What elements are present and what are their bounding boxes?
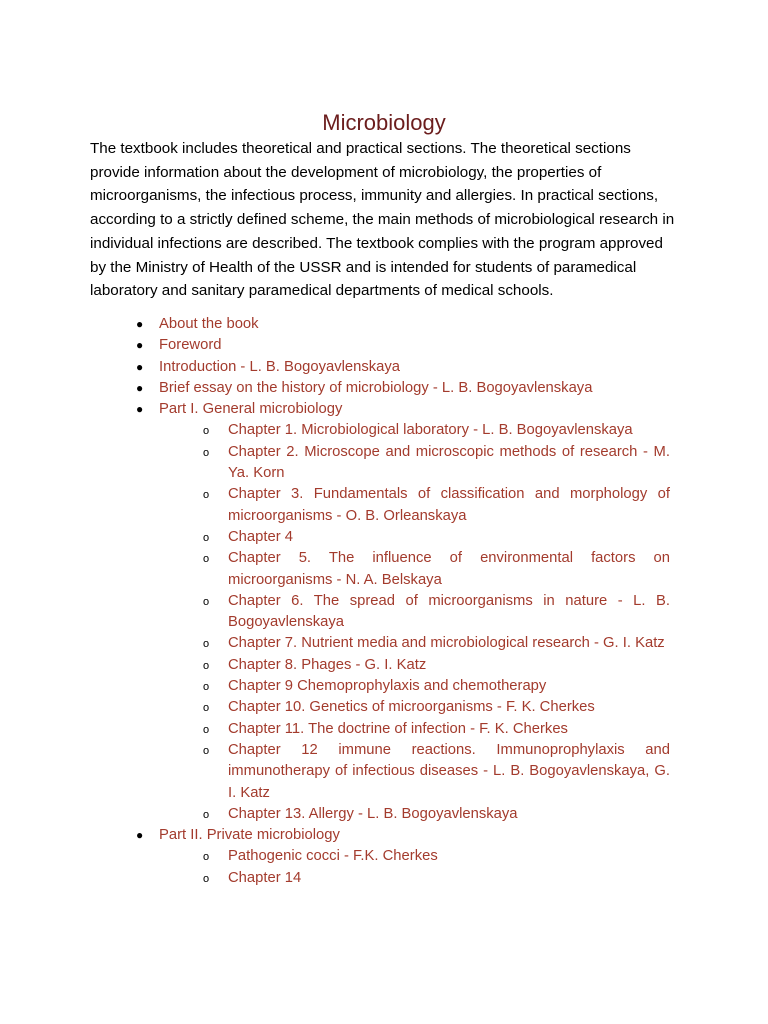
hollow-bullet-icon: o: [203, 595, 210, 608]
toc-chapter-link[interactable]: Chapter 7. Nutrient media and microbiological research - G. I. Katz: [228, 635, 665, 652]
toc-chapter-link[interactable]: Chapter 10. Genetics of microorganisms - F. K. Cherkes: [228, 699, 595, 716]
toc-chapter-link[interactable]: Chapter 13. Allergy - L. B. Bogoyavlenskaya: [228, 805, 518, 822]
toc-link-about[interactable]: About the book: [159, 316, 259, 332]
toc-item-introduction: [90, 357, 670, 378]
toc-link-part1[interactable]: Part I. General microbiology: [159, 401, 343, 418]
toc-chapter-link[interactable]: Chapter 5. The influence of environmental factors on microorganisms - N. A. Belskaya: [228, 550, 670, 588]
toc-link-part2[interactable]: Part II. Private microbiology: [159, 827, 340, 844]
part1-chapter-list: [159, 420, 670, 825]
filled-bullet-icon: ●: [136, 317, 144, 331]
toc-chapter-item: [159, 548, 670, 591]
toc-chapter-item: [159, 868, 670, 889]
toc-chapter-item: [159, 633, 670, 654]
toc-chapter-item: [159, 484, 670, 527]
toc-chapter-link[interactable]: Chapter 14: [228, 869, 302, 886]
toc-chapter-item: [159, 420, 670, 441]
hollow-bullet-icon: o: [203, 702, 210, 715]
part2-chapter-list: [159, 846, 670, 889]
hollow-bullet-icon: o: [203, 659, 210, 672]
toc-chapter-item: [159, 719, 670, 740]
toc-chapter-item: [159, 740, 670, 804]
toc-chapter-item: [159, 804, 670, 825]
toc-chapter-item: [159, 442, 670, 485]
toc-chapter-link[interactable]: Chapter 2. Microscope and microscopic methods of research - M. Ya. Korn: [228, 443, 670, 482]
hollow-bullet-icon: o: [203, 553, 210, 566]
hollow-bullet-icon: o: [203, 638, 210, 651]
table-of-contents: [90, 314, 670, 889]
toc-chapter-item: [159, 655, 670, 676]
hollow-bullet-icon: o: [203, 425, 210, 438]
toc-chapter-item: [159, 591, 670, 634]
toc-chapter-link[interactable]: Chapter 1. Microbiological laboratory - L. B. Bogoyavlenskaya: [228, 422, 633, 439]
toc-chapter-link[interactable]: Chapter 11. The doctrine of infection - F. K. Cherkes: [228, 720, 568, 737]
toc-chapter-item: [159, 846, 670, 867]
toc-chapter-link[interactable]: Chapter 6. The spread of microorganisms in nature - L. B. Bogoyavlenskaya: [228, 592, 670, 631]
filled-bullet-icon: ●: [136, 402, 144, 417]
hollow-bullet-icon: o: [203, 808, 210, 821]
toc-item-about: [90, 314, 670, 335]
toc-chapter-item: [159, 697, 670, 718]
hollow-bullet-icon: o: [203, 531, 210, 544]
toc-link-foreword[interactable]: Foreword: [159, 337, 222, 354]
hollow-bullet-icon: o: [203, 851, 210, 864]
toc-chapter-link[interactable]: Chapter 3. Fundamentals of classification and morphology of microorganisms - O. B. Orleanskaya: [228, 486, 670, 524]
filled-bullet-icon: ●: [136, 359, 144, 374]
document-title: Microbiology: [322, 110, 446, 135]
toc-item-part2: [90, 825, 670, 889]
toc-chapter-link[interactable]: Chapter 4: [228, 528, 293, 545]
toc-item-foreword: [90, 335, 670, 356]
hollow-bullet-icon: o: [203, 489, 210, 502]
toc-chapter-link[interactable]: Chapter 12 immune reactions. Immunoprophylaxis and immunotherapy of infectious diseases - L. B. Bogoyavlenskaya, G. I. Katz: [228, 741, 670, 801]
toc-chapter-link[interactable]: Chapter 8. Phages - G. I. Katz: [228, 656, 427, 673]
toc-link-introduction[interactable]: Introduction - L. B. Bogoyavlenskaya: [159, 358, 400, 375]
filled-bullet-icon: ●: [136, 380, 144, 395]
toc-item-part1: [90, 399, 670, 825]
hollow-bullet-icon: o: [203, 723, 210, 736]
toc-chapter-item: [159, 527, 670, 548]
filled-bullet-icon: ●: [136, 338, 144, 353]
document-description: The textbook includes theoretical and practical sections. The theoretical sections provide information about the development of microbiology, the properties of microorganisms, the infectious process, immunity and allergies. In practical sections, according to a strictly defined scheme, the main methods of microbiological research in individual infections are described. The textbook complies with the program approved by the Ministry of Health of the USSR and is intended for students of paramedical laboratory and sanitary paramedical departments of medical schools.: [90, 140, 675, 300]
toc-chapter-item: [159, 676, 670, 697]
toc-chapter-link[interactable]: Chapter 9 Chemoprophylaxis and chemotherapy: [228, 678, 547, 695]
hollow-bullet-icon: o: [203, 744, 210, 757]
toc-link-essay[interactable]: Brief essay on the history of microbiology - L. B. Bogoyavlenskaya: [159, 379, 593, 396]
hollow-bullet-icon: o: [203, 872, 210, 885]
toc-chapter-link[interactable]: Pathogenic cocci - F.K. Cherkes: [228, 848, 438, 865]
hollow-bullet-icon: o: [203, 446, 210, 459]
filled-bullet-icon: ●: [136, 828, 144, 843]
toc-item-essay: [90, 378, 670, 399]
hollow-bullet-icon: o: [203, 681, 210, 694]
